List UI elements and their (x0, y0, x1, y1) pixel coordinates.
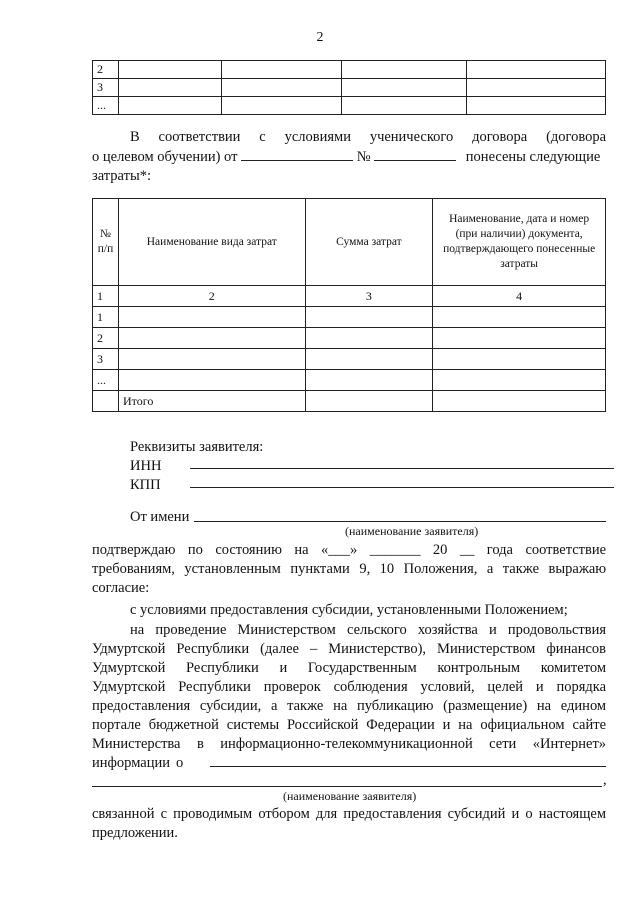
confirm-line-1: подтверждаю по состоянию на «___» _______ 20 __ года соответствие (92, 542, 607, 558)
table-row-total: Итого (93, 391, 606, 412)
kpp-label: КПП (130, 477, 161, 493)
requisites-title: Реквизиты заявителя: (130, 439, 264, 455)
confirm-line-2: требованиям, установленным пунктами 9, 10 Положения, а также выражаю (92, 561, 607, 577)
audit-line-3: Удмуртской Республики и Государственным контрольным комитетом (92, 660, 606, 676)
intro-line-2: о целевом обучении) от № понесены следующие (92, 149, 601, 165)
audit-line-4: Удмуртской Республики проверок соблюдения условий, целей и порядка (92, 679, 607, 695)
table-row (93, 61, 606, 79)
table-continuation (92, 60, 606, 115)
intro-line-3: затраты*: (92, 168, 151, 184)
intro-line-1: В соответствии с условиями ученического договора (договора (130, 129, 607, 145)
row-number: 3 (93, 79, 119, 97)
table-row: 3 (93, 349, 606, 370)
table-row (93, 79, 606, 97)
row-number: 2 (93, 61, 119, 79)
audit-end-line-1: связанной с проводимым отбором для предоставления субсидий и о настоящем (92, 806, 606, 822)
page-number: 2 (316, 30, 324, 45)
col-header-cost-type: Наименование вида затрат (118, 199, 305, 286)
table-row: ... (93, 370, 606, 391)
col-header-amount: Сумма затрат (305, 199, 433, 286)
audit-line-1: на проведение Министерством сельского хозяйства и продовольствия (130, 622, 607, 638)
audit-line-5: предоставления субсидии, а также на публикацию (размещение) на едином (92, 698, 607, 714)
conditions-line: с условиями предоставления субсидии, установленными Положением; (130, 602, 568, 618)
info-comma: , (603, 772, 607, 788)
row-number: ... (93, 97, 119, 115)
audit-line-7: Министерства в информационно-телекоммуникационной сети «Интернет» (92, 736, 607, 752)
table-row: 1 (93, 307, 606, 328)
from-name-caption: (наименование заявителя) (345, 524, 479, 538)
info-line-2 (92, 786, 602, 787)
col-header-document: Наименование, дата и номер (при наличии) документа, подтверждающего понесенные затраты (433, 199, 606, 286)
from-name-label: От имени (130, 509, 190, 525)
table-row: 2 (93, 328, 606, 349)
kpp-line (190, 487, 614, 488)
audit-line-6: портале бюджетной системы Российской Федерации и на официальном сайте (92, 717, 607, 733)
costs-table (92, 198, 606, 412)
audit-line-8a: информации (92, 755, 170, 771)
confirm-line-3: согласие: (92, 580, 150, 596)
col-header-number: № п/п (93, 199, 119, 286)
inn-line (190, 468, 614, 469)
table-row (93, 97, 606, 115)
audit-end-line-2: предложении. (92, 825, 178, 841)
from-name-line (194, 521, 606, 522)
audit-line-2: Удмуртской Республики (далее – Министерство), Министерством финансов (92, 641, 606, 657)
audit-line-8b: о (176, 755, 184, 771)
table-row: 1 2 3 4 (93, 286, 606, 307)
inn-label: ИНН (130, 458, 162, 474)
info-caption: (наименование заявителя) (283, 789, 417, 803)
info-line-1 (210, 766, 606, 767)
table-header (93, 199, 606, 286)
